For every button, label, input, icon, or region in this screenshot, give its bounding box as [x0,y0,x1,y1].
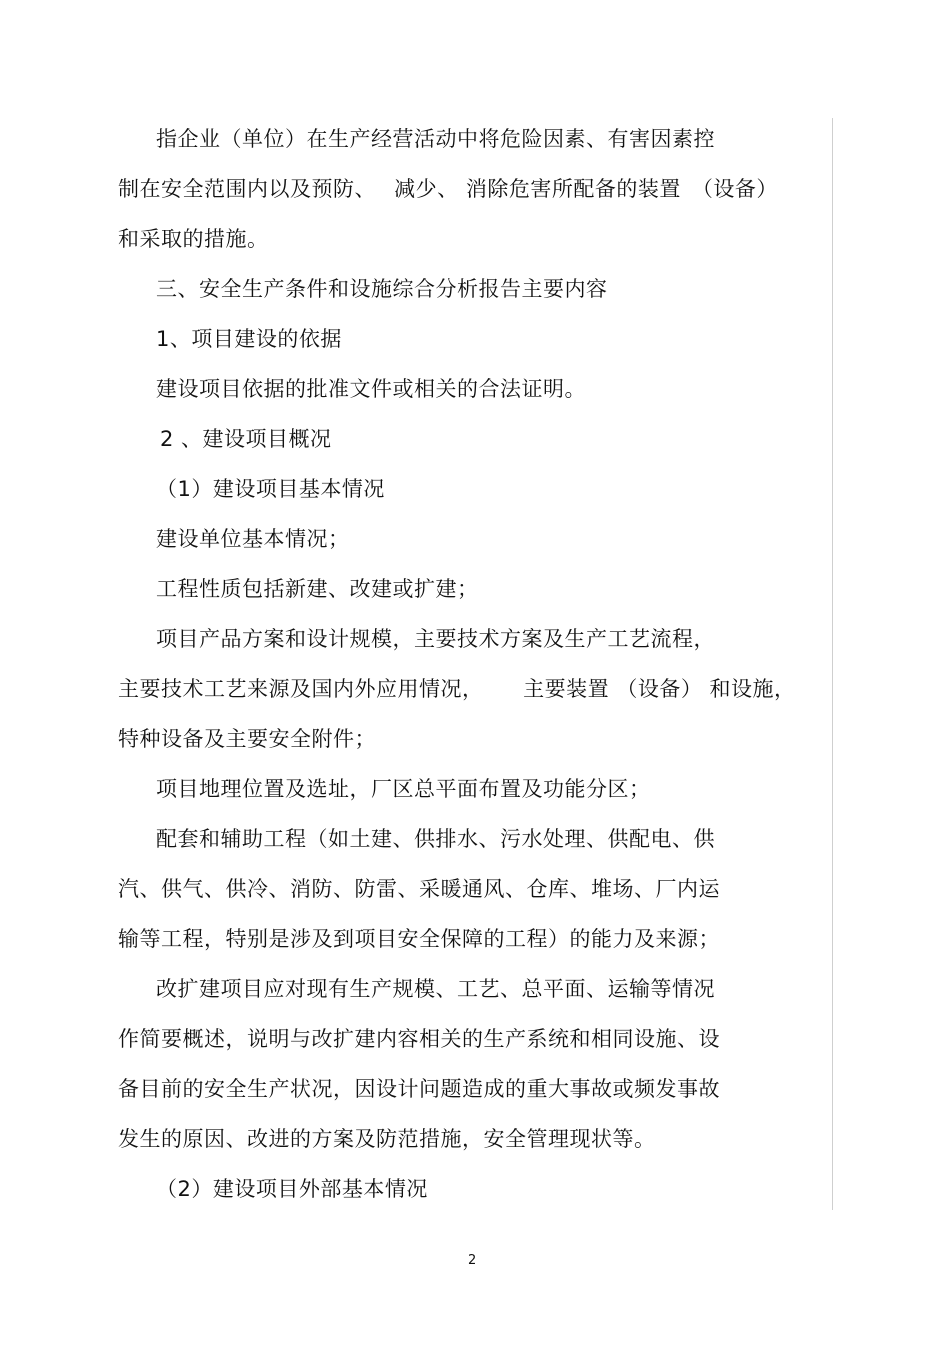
paragraph-line: 建设项目依据的批准文件或相关的合法证明。 [156,377,586,401]
paragraph-line: 工程性质包括新建、改建或扩建； [156,577,479,601]
paragraph-line: 输等工程，特别是涉及到项目安全保障的工程）的能力及来源； [118,927,720,951]
paragraph-line: 配套和辅助工程（如土建、供排水、污水处理、供配电、供 [156,827,715,851]
paragraph-line: 备目前的安全生产状况，因设计问题造成的重大事故或频发事故 [118,1077,720,1101]
paragraph-line: 作简要概述，说明与改扩建内容相关的生产系统和相同设施、设 [118,1027,720,1051]
paragraph-line: 改扩建项目应对现有生产规模、工艺、总平面、运输等情况 [156,977,715,1001]
paragraph-line: 汽、供气、供冷、消防、防雷、采暖通风、仓库、堆场、厂内运 [118,877,720,901]
margin-rule [832,118,833,1210]
paragraph-line: 指企业（单位）在生产经营活动中将危险因素、有害因素控 [156,127,715,151]
paragraph-line: 特种设备及主要安全附件； [118,727,376,751]
page-number: 2 [468,1253,477,1268]
paragraph-line: 建设单位基本情况； [156,527,350,551]
item-heading: （1）建设项目基本情况 [156,477,385,501]
paragraph-line: 项目地理位置及选址，厂区总平面布置及功能分区； [156,777,651,801]
paragraph-line: 项目产品方案和设计规模，主要技术方案及生产工艺流程， [156,627,715,651]
section-heading: 三、安全生产条件和设施综合分析报告主要内容 [156,277,608,301]
subsection-heading: 1、项目建设的依据 [156,327,342,351]
paragraph-line: 和采取的措施。 [118,227,269,251]
paragraph-line: 发生的原因、改进的方案及防范措施，安全管理现状等。 [118,1127,656,1151]
paragraph-line: 主要技术工艺来源及国内外应用情况， 主要装置 （设备） 和设施， [118,677,796,701]
subsection-heading: 2 、建设项目概况 [160,427,332,451]
paragraph-line: 制在安全范围内以及预防、 减少、 消除危害所配备的装置 （设备） [118,177,778,201]
item-heading: （2）建设项目外部基本情况 [156,1177,428,1201]
